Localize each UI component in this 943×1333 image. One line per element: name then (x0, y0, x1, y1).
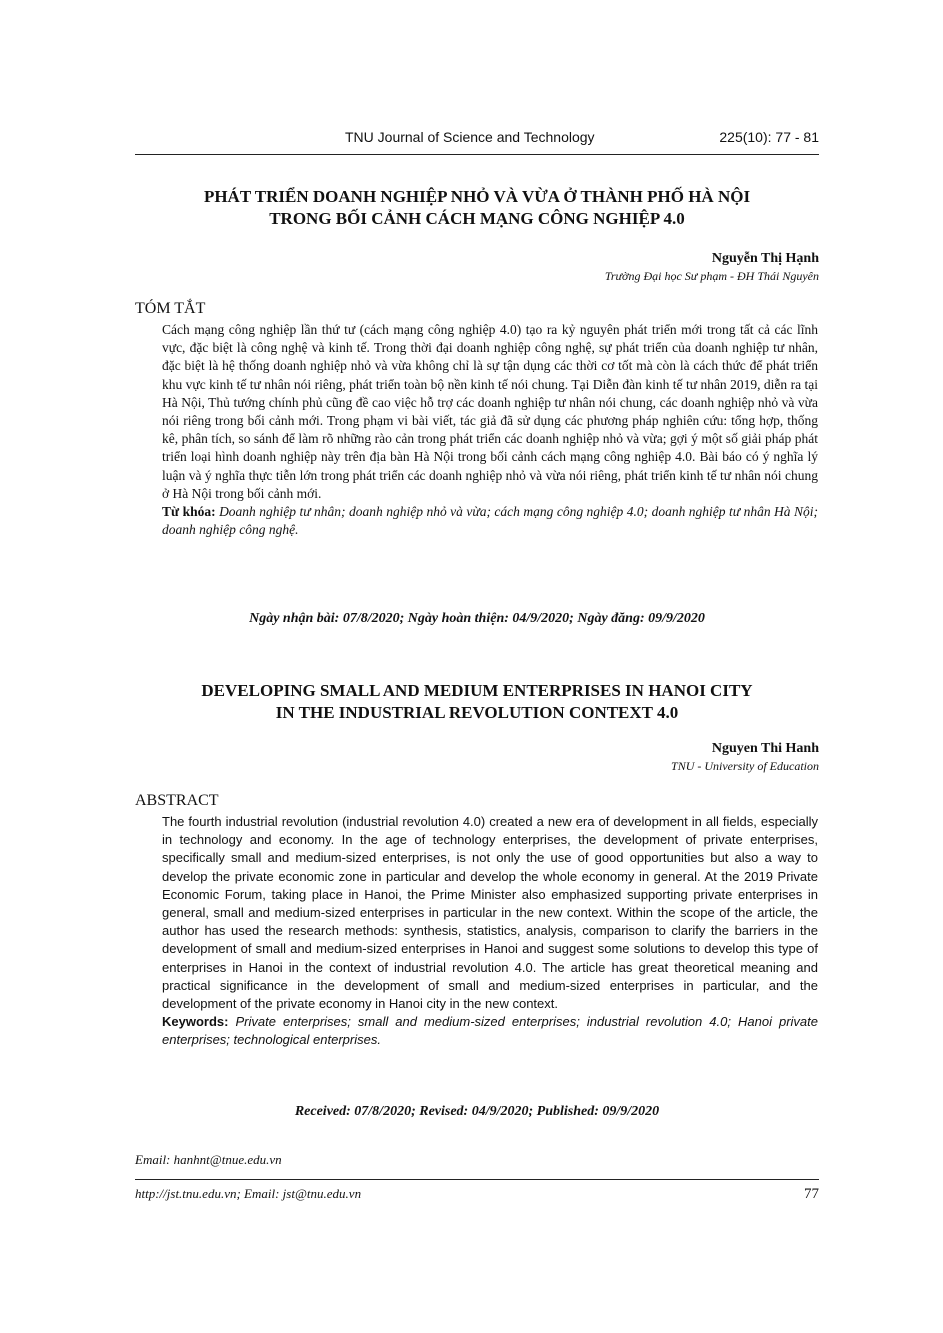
abstract-vietnamese-text: Cách mạng công nghiệp lần thứ tư (cách mạng công nghiệp 4.0) tạo ra kỷ nguyên phát triển mới trong tất cả các lĩnh vực, đặc biệt là công nghệ và kinh tế. Trong thời đại doanh nghiệp công nghệ, sự phát triển của doanh nghiệp tư nhân, đặc biệt là hệ thống doanh nghiệp nhỏ và vừa không chỉ là sự tận dụng các thời cơ tốt mà còn là cách thức để phát triển khu vực kinh tế tư nhân nói riêng, phát triển toàn bộ nền kinh tế nói chung. Tại Diễn đàn kinh tế tư nhân 2019, diễn ra tại Hà Nội, Thủ tướng chính phủ cũng đề cao việc hỗ trợ các doanh nghiệp tư nhân nói chung, các doanh nghiệp nhỏ và vừa nói riêng trong bối cảnh mới. Trong phạm vi bài viết, tác giả đã sử dụng các phương pháp nghiên cứu: tổng hợp, thống kê, phân tích, so sánh để làm rõ những rào cản trong phát triển các doanh nghiệp nhỏ và vừa; gợi ý một số giải pháp phát triển loại hình doanh nghiệp này trên địa bàn Hà Nội trong bối cảnh cách mạng công nghiệp 4.0. Bài báo có ý nghĩa lý luận và ý nghĩa thực tiễn lớn trong phát triển các doanh nghiệp nhỏ và vừa nói riêng, phát triển kinh tế tư nhân nói chung ở Hà Nội trong bối cảnh mới. (162, 322, 818, 501)
keywords-label-vietnamese: Từ khóa (162, 504, 212, 520)
page-number: 77 (804, 1186, 819, 1202)
section-heading-tom-tat: TÓM TẮT (135, 300, 206, 317)
footer-links: http://jst.tnu.edu.vn; Email: jst@tnu.edu.vn (135, 1186, 362, 1201)
abstract-english (162, 813, 818, 1050)
affiliation-vietnamese: Trường Đại học Sư phạm - ĐH Thái Nguyên (604, 269, 819, 283)
author-email: Email: hanhnt@tnue.edu.vn (135, 1152, 282, 1167)
author-name-english: Nguyen Thi Hanh (711, 741, 819, 756)
abstract-vietnamese (162, 321, 818, 539)
header-divider (135, 154, 819, 155)
section-heading-abstract: ABSTRACT (135, 792, 219, 809)
author-block-vietnamese (605, 250, 819, 285)
title-english-line2: IN THE INDUSTRIAL REVOLUTION CONTEXT 4.0 (275, 703, 679, 722)
author-block-english (671, 740, 819, 775)
title-vietnamese-line1: PHÁT TRIỂN DOANH NGHIỆP NHỎ VÀ VỪA Ở THÀNH PHỐ HÀ NỘI (203, 187, 751, 206)
keywords-english: Keywords: Private enterprises; small and medium-sized enterprises; industrial revolution 4.0; Hanoi private enterprises; technological enterprises. (162, 1014, 818, 1048)
running-header (135, 128, 819, 150)
keywords-vietnamese: Từ khóa: Doanh nghiệp tư nhân; doanh nghiệp nhỏ và vừa; cách mạng công nghiệp 4.0; doanh nghiệp tư nhân Hà Nội; doanh nghiệp công nghệ. (162, 504, 819, 538)
title-english (135, 680, 819, 724)
keywords-label-english: Keywords (162, 1014, 225, 1030)
abstract-english-text: The fourth industrial revolution (industrial revolution 4.0) created a new era of development in all fields, especially in technology and economy. In the age of technology enterprises, the development of private enterprises, specifically small and medium-sized enterprises, is not only the use of good opportunities but also a way to develop the private economic zone in particular and develop the whole economy in general. At the 2019 Private Economic Forum, taking place in Hanoi, the Prime Minister also emphasized supporting private enterprises in general, small and medium-sized enterprises in particular in the new context. Within the scope of the article, the author has used the research methods: synthesis, statistics, analysis, comparison to clarify the barriers in the development of small and medium-sized enterprises in Hanoi and suggest some solutions to develop this type of enterprises in Hanoi in the context of industrial revolution 4.0. The article has great theoretical meaning and practical significance in the development of small and medium-sized enterprises in particular, and the development of the private economy in Hanoi city in the new context. (162, 814, 818, 1012)
keywords-text-english: Private enterprises; small and medium-sized enterprises; industrial revolution 4.0; Hanoi private enterprises; technological enterprises. (162, 1014, 818, 1048)
author-name-vietnamese: Nguyễn Thị Hạnh (711, 251, 819, 266)
title-vietnamese-line2: TRONG BỐI CẢNH CÁCH MẠNG CÔNG NGHIỆP 4.0 (269, 209, 685, 228)
title-vietnamese (135, 186, 819, 230)
keywords-text-vietnamese: Doanh nghiệp tư nhân; doanh nghiệp nhỏ và vừa; cách mạng công nghiệp 4.0; doanh nghiệp tư nhân Hà Nội; doanh nghiệp công nghệ. (162, 504, 819, 538)
footer-divider (135, 1179, 819, 1180)
page-footer (135, 1186, 819, 1202)
title-english-line1: DEVELOPING SMALL AND MEDIUM ENTERPRISES IN HANOI CITY (201, 681, 753, 700)
journal-name: TNU Journal of Science and Technology (345, 129, 595, 145)
volume-pages: 225(10): 77 - 81 (719, 129, 819, 145)
affiliation-english: TNU - University of Education (671, 759, 819, 773)
dates-vietnamese: Ngày nhận bài: 07/8/2020; Ngày hoàn thiện: 04/9/2020; Ngày đăng: 09/9/2020 (249, 611, 705, 626)
dates-english: Received: 07/8/2020; Revised: 04/9/2020; Published: 09/9/2020 (294, 1104, 660, 1119)
